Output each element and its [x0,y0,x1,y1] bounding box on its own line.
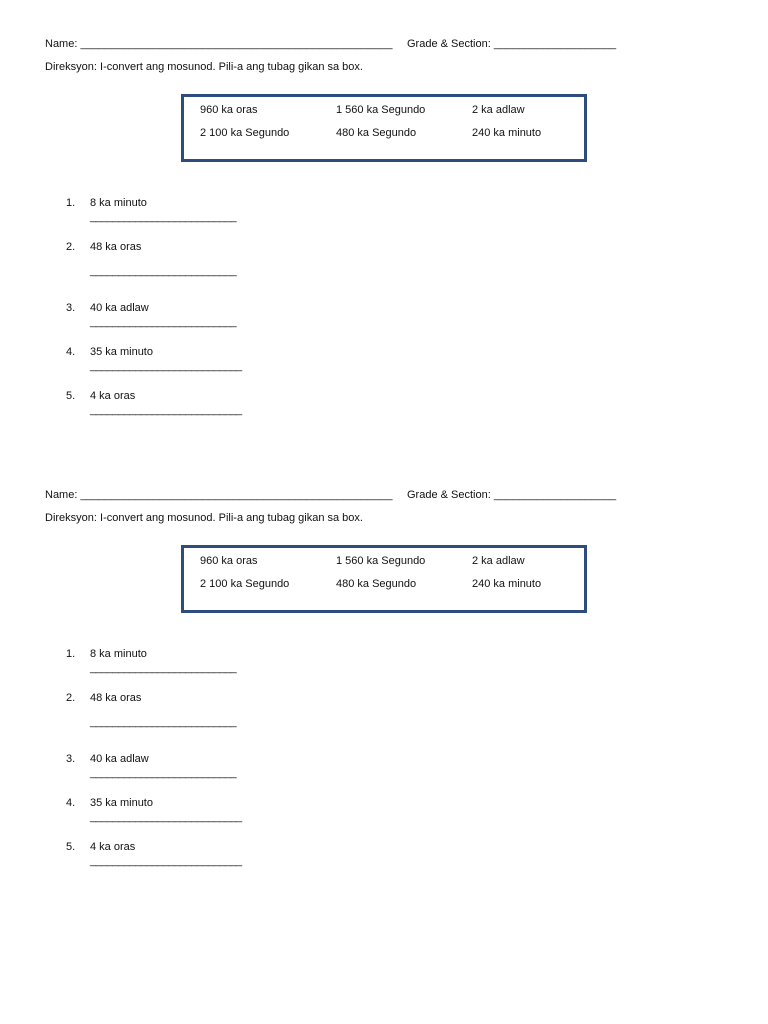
choice-item: 2 ka adlaw [472,555,525,567]
choice-item: 1 560 ka Segundo [336,555,426,567]
answer-choices-box [181,545,587,613]
question-number: 2. [66,241,76,253]
question-text: 8 ka minuto [90,197,147,209]
choice-item: 240 ka minuto [472,127,542,139]
grade-section-field[interactable]: Grade & Section: ____________________ [407,489,617,501]
worksheet-bottom [0,451,768,901]
question-number: 1. [66,197,76,209]
answer-blank[interactable]: __________________________ [90,265,237,277]
question-text: 8 ka minuto [90,648,147,660]
answer-blank[interactable]: ___________________________ [90,855,242,867]
choice-item: 480 ka Segundo [336,578,417,590]
question-item [66,196,366,226]
question-number: 3. [66,753,76,765]
answer-blank[interactable]: __________________________ [90,211,237,223]
answer-blank[interactable]: ___________________________ [90,811,242,823]
directions-text: Direksyon: I-convert ang mosunod. Pili-a ang tubag gikan sa box. [45,61,363,73]
question-item [66,752,366,782]
answer-blank[interactable]: __________________________ [90,716,237,728]
question-text: 48 ka oras [90,241,142,253]
answer-blank[interactable]: __________________________ [90,316,237,328]
grade-section-field[interactable]: Grade & Section: ____________________ [407,38,617,50]
answer-blank[interactable]: __________________________ [90,767,237,779]
question-item [66,345,366,375]
question-number: 5. [66,841,76,853]
choice-item: 1 560 ka Segundo [336,104,426,116]
answer-blank[interactable]: __________________________ [90,662,237,674]
question-item [66,301,366,331]
answer-blank[interactable]: ___________________________ [90,404,242,416]
question-text: 4 ka oras [90,390,136,402]
question-text: 35 ka minuto [90,346,153,358]
answer-blank[interactable]: ___________________________ [90,360,242,372]
question-item [66,240,366,277]
question-text: 4 ka oras [90,841,136,853]
choice-item: 960 ka oras [200,555,258,567]
question-number: 3. [66,302,76,314]
question-text: 40 ka adlaw [90,302,149,314]
choice-item: 2 100 ka Segundo [200,578,290,590]
name-field[interactable]: Name: ___________________________________________________ [45,38,393,50]
name-field[interactable]: Name: ___________________________________________________ [45,489,393,501]
choice-item: 2 100 ka Segundo [200,127,290,139]
question-number: 2. [66,692,76,704]
question-text: 40 ka adlaw [90,753,149,765]
question-text: 48 ka oras [90,692,142,704]
directions-text: Direksyon: I-convert ang mosunod. Pili-a ang tubag gikan sa box. [45,512,363,524]
worksheet-top [0,0,768,450]
answer-choices-box [181,94,587,162]
choice-item: 960 ka oras [200,104,258,116]
question-item [66,840,366,870]
question-number: 1. [66,648,76,660]
choice-item: 2 ka adlaw [472,104,525,116]
question-item [66,647,366,677]
choice-item: 240 ka minuto [472,578,542,590]
choice-item: 480 ka Segundo [336,127,417,139]
question-number: 5. [66,390,76,402]
question-number: 4. [66,797,76,809]
question-item [66,389,366,419]
question-item [66,691,366,728]
question-text: 35 ka minuto [90,797,153,809]
question-number: 4. [66,346,76,358]
question-item [66,796,366,826]
